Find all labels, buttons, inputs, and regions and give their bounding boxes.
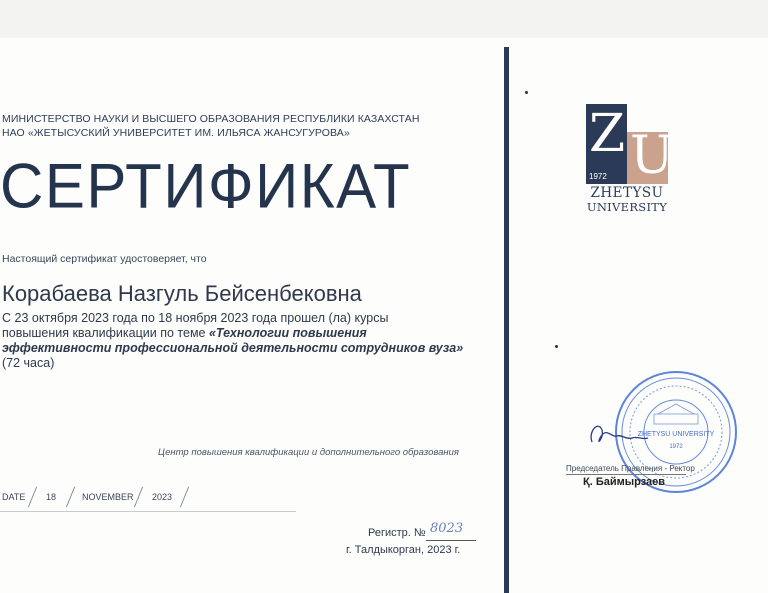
date-year: 2023 (152, 492, 173, 502)
ministry-header (2, 112, 420, 140)
signer-underline (566, 474, 686, 475)
university-name-line-1: ZHETYSU (590, 185, 664, 201)
ministry-line-1: МИНИСТЕРСТВО НАУКИ И ВЫСШЕГО ОБРАЗОВАНИЯ РЕСПУБЛИКИ КАЗАХСТАН (2, 113, 420, 125)
date-day: 18 (46, 492, 57, 502)
city-year: г. Талдыкорган, 2023 г. (346, 544, 461, 556)
course-topic-line-2 (2, 341, 498, 356)
stamp-center-text: ZHETYSU UNIVERSITY (637, 431, 715, 438)
registration-label: Регистр. № (368, 527, 426, 539)
signer-name: Қ. Баймырзаев (583, 476, 666, 488)
center-name: Центр повышения квалификации и дополнительного образования (158, 447, 459, 458)
course-hours: (72 часа) (2, 356, 55, 370)
course-title-part-1: «Технологии повышения (208, 326, 367, 340)
recipient-name: Корабаева Назгуль Бейсенбековна (2, 281, 362, 306)
date-month: NOVEMBER (82, 492, 134, 502)
course-description (2, 311, 498, 371)
stamp-year: 1972 (669, 444, 683, 450)
logo-year: 1972 (589, 172, 607, 181)
university-name (582, 186, 672, 214)
signature-scribble (586, 412, 650, 452)
date-row (0, 486, 300, 508)
course-topic-prefix: повышения квалификации по теме (2, 326, 209, 340)
date-separator (28, 487, 37, 508)
dot-mark (525, 91, 528, 94)
registration-number: 8023 (430, 521, 464, 536)
date-separator (66, 487, 75, 508)
certificate-title: СЕРТИФИКАТ (0, 151, 412, 222)
signer-title: Председатель Правления - Ректор (566, 464, 695, 473)
vertical-divider (504, 47, 509, 593)
ministry-line-2: НАО «ЖЕТЫСУСКИЙ УНИВЕРСИТЕТ ИМ. ИЛЬЯСА ЖАНСУГУРОВА» (2, 127, 350, 139)
date-separator (180, 487, 189, 508)
university-logo (586, 104, 674, 186)
top-band (0, 0, 768, 38)
course-dates: С 23 октября 2023 года по 18 ноября 2023 года прошел (ла) курсы (2, 311, 389, 325)
date-underline (0, 511, 296, 512)
course-title-part-2: эффективности профессиональной деятельности сотрудников вуза» (2, 341, 464, 355)
date-separator (134, 487, 143, 508)
logo-z-letter: Z (589, 104, 626, 164)
registration-underline (426, 540, 476, 541)
logo-u-letter: U (630, 126, 674, 186)
course-topic-line (2, 326, 498, 341)
certifies-text: Настоящий сертификат удостоверяет, что (2, 253, 207, 265)
dot-mark (555, 345, 558, 348)
date-label: DATE (2, 492, 26, 502)
university-name-line-2: UNIVERSITY (586, 200, 668, 214)
